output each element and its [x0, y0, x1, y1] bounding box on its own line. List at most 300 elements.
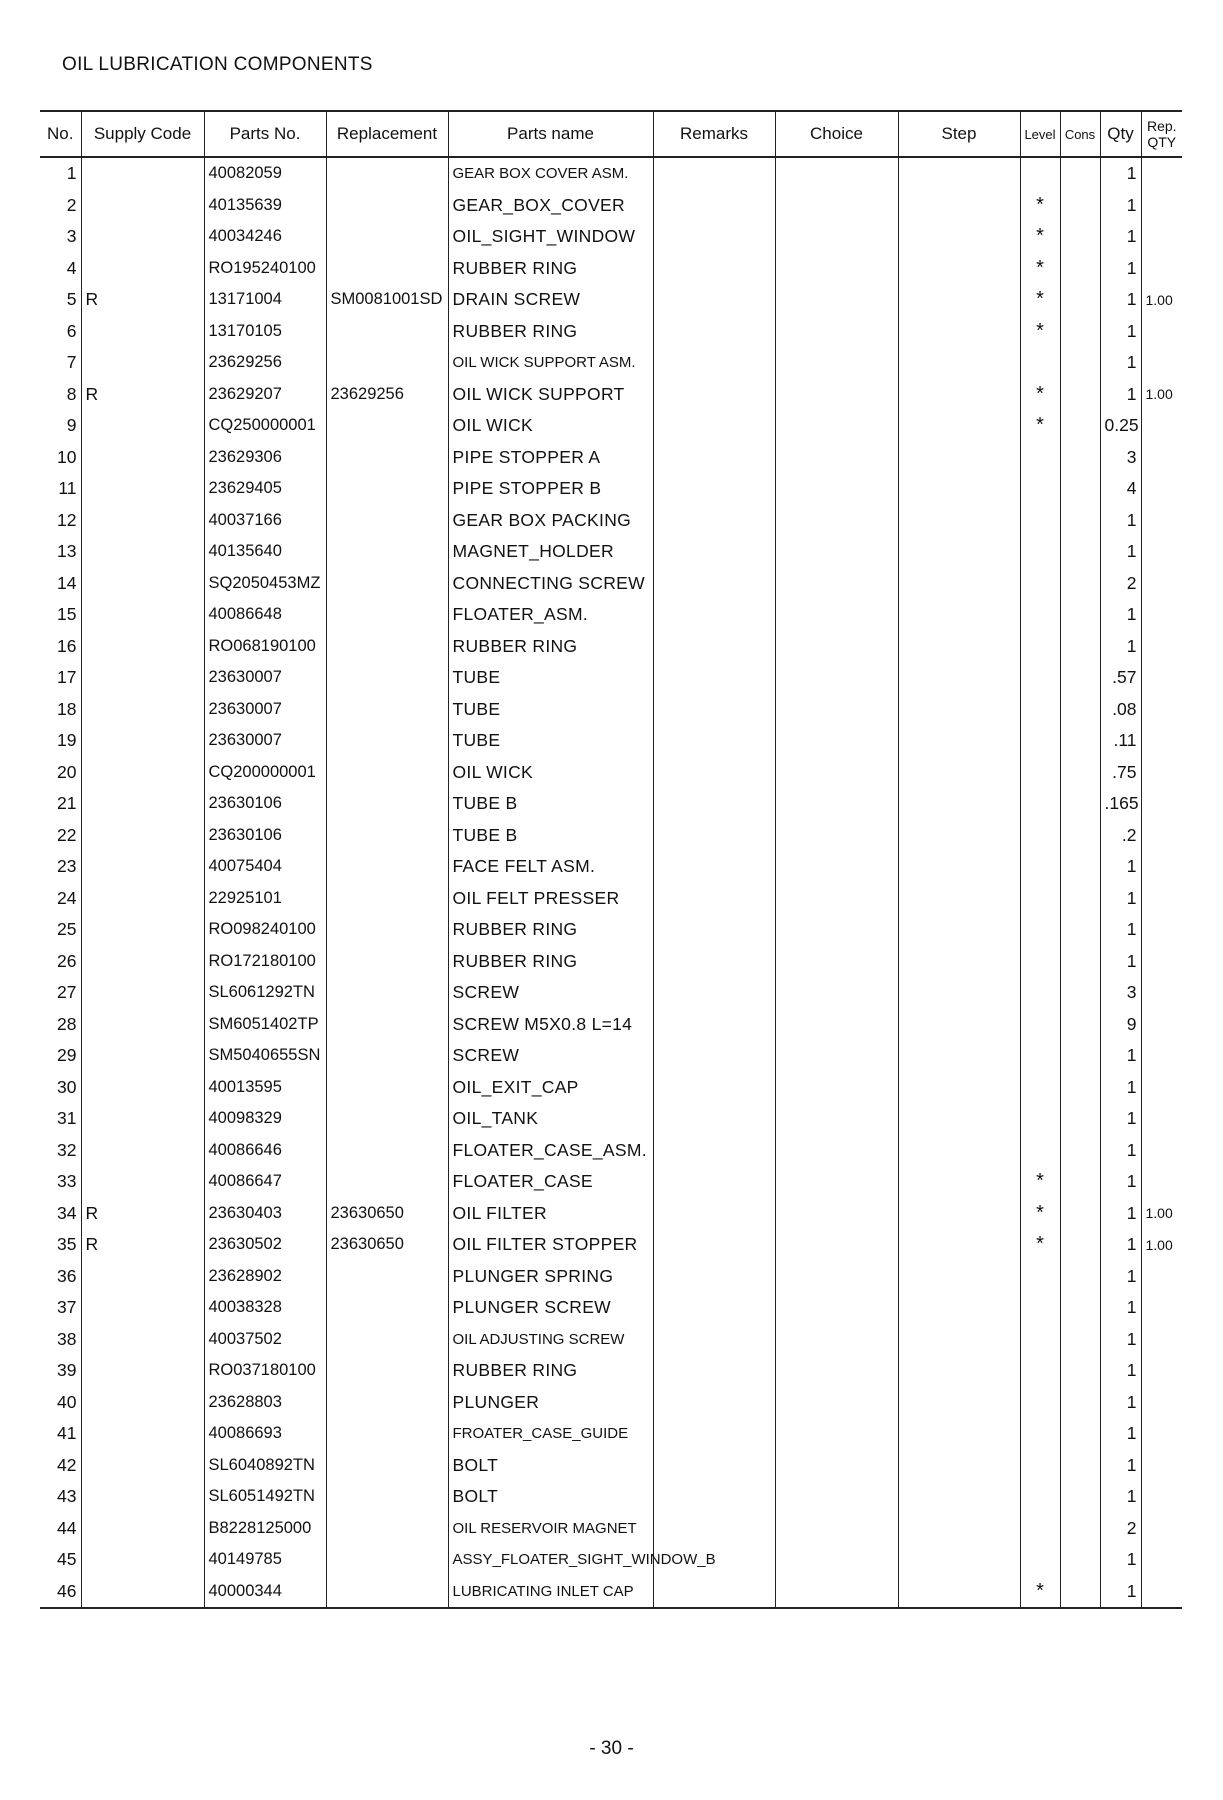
parts-no-cell: 23630106: [204, 820, 326, 852]
col-parts-name: Parts name: [448, 111, 653, 157]
cons-cell: [1060, 347, 1100, 379]
rep-qty-cell: [1141, 883, 1182, 915]
qty-cell: 1: [1100, 1355, 1141, 1387]
parts-name-cell: OIL WICK: [448, 757, 653, 789]
supply-code-cell: [81, 1481, 204, 1513]
qty-cell: 1: [1100, 379, 1141, 411]
choice-cell: [775, 1198, 898, 1230]
choice-cell: [775, 662, 898, 694]
cons-cell: [1060, 253, 1100, 285]
row-number: 41: [57, 1423, 77, 1444]
step-cell: [898, 284, 1020, 316]
row-number: 2: [66, 194, 77, 215]
remarks-cell: [653, 1576, 775, 1609]
parts-name-cell: OIL WICK: [448, 410, 653, 442]
qty-cell: 1: [1100, 1198, 1141, 1230]
parts-name-cell: FLOATER_CASE_ASM.: [448, 1135, 653, 1167]
parts-name-cell: TUBE B: [448, 820, 653, 852]
step-cell: [898, 1387, 1020, 1419]
level-cell: [1020, 851, 1060, 883]
qty-cell: 1: [1100, 1040, 1141, 1072]
choice-cell: [775, 946, 898, 978]
parts-no-cell: RO098240100: [204, 914, 326, 946]
rep-qty-cell: [1141, 190, 1182, 222]
rep-qty-cell: [1141, 316, 1182, 348]
level-cell: *: [1020, 379, 1060, 411]
parts-no-cell: 23630007: [204, 725, 326, 757]
parts-name-cell: OIL ADJUSTING SCREW: [448, 1324, 653, 1356]
replacement-cell: [326, 1513, 448, 1545]
row-number: 14: [57, 572, 77, 593]
table-row: [40, 1261, 1182, 1293]
table-row: [40, 1072, 1182, 1104]
parts-name-cell: SCREW: [448, 977, 653, 1009]
cons-cell: [1060, 757, 1100, 789]
choice-cell: [775, 1135, 898, 1167]
remarks-cell: [653, 1229, 775, 1261]
parts-no-cell: 40086648: [204, 599, 326, 631]
replacement-cell: [326, 1261, 448, 1293]
table-row: [40, 316, 1182, 348]
supply-code-cell: R: [81, 1198, 204, 1230]
cons-cell: [1060, 536, 1100, 568]
supply-code-cell: [81, 851, 204, 883]
parts-name-cell: SCREW: [448, 1040, 653, 1072]
replacement-cell: [326, 1040, 448, 1072]
table-row: [40, 1292, 1182, 1324]
parts-name-cell: OIL_TANK: [448, 1103, 653, 1135]
replacement-cell: [326, 316, 448, 348]
row-number: 19: [57, 730, 77, 751]
remarks-cell: [653, 221, 775, 253]
cons-cell: [1060, 631, 1100, 663]
replacement-cell: [326, 253, 448, 285]
rep-qty-cell: [1141, 694, 1182, 726]
cons-cell: [1060, 1135, 1100, 1167]
choice-cell: [775, 851, 898, 883]
remarks-cell: [653, 1009, 775, 1041]
parts-name-cell: MAGNET_HOLDER: [448, 536, 653, 568]
parts-name-cell: OIL RESERVOIR MAGNET: [448, 1513, 653, 1545]
level-cell: *: [1020, 1576, 1060, 1609]
level-cell: *: [1020, 1198, 1060, 1230]
replacement-cell: [326, 1576, 448, 1609]
supply-code-cell: [81, 1544, 204, 1576]
choice-cell: [775, 410, 898, 442]
remarks-cell: [653, 1450, 775, 1482]
supply-code-cell: [81, 883, 204, 915]
step-cell: [898, 505, 1020, 537]
cons-cell: [1060, 442, 1100, 474]
choice-cell: [775, 694, 898, 726]
rep-qty-cell: [1141, 1576, 1182, 1609]
choice-cell: [775, 1387, 898, 1419]
replacement-cell: [326, 157, 448, 190]
replacement-cell: [326, 442, 448, 474]
level-cell: *: [1020, 221, 1060, 253]
parts-name-cell: GEAR BOX PACKING: [448, 505, 653, 537]
rep-qty-cell: [1141, 820, 1182, 852]
cons-cell: [1060, 1040, 1100, 1072]
table-row: [40, 1387, 1182, 1419]
supply-code-cell: [81, 946, 204, 978]
rep-qty-cell: [1141, 1009, 1182, 1041]
supply-code-cell: [81, 253, 204, 285]
rep-qty-cell: [1141, 1324, 1182, 1356]
replacement-cell: [326, 883, 448, 915]
parts-no-cell: 40013595: [204, 1072, 326, 1104]
qty-cell: 3: [1100, 977, 1141, 1009]
level-cell: [1020, 505, 1060, 537]
step-cell: [898, 599, 1020, 631]
rep-qty-cell: [1141, 442, 1182, 474]
parts-no-cell: 40086646: [204, 1135, 326, 1167]
parts-no-cell: CQ200000001: [204, 757, 326, 789]
qty-cell: 1: [1100, 1324, 1141, 1356]
rep-qty-cell: [1141, 347, 1182, 379]
parts-no-cell: 23630007: [204, 694, 326, 726]
remarks-cell: [653, 473, 775, 505]
row-number: 46: [40, 1576, 81, 1609]
step-cell: [898, 1513, 1020, 1545]
level-cell: [1020, 1135, 1060, 1167]
choice-cell: [775, 1576, 898, 1609]
choice-cell: [775, 316, 898, 348]
remarks-cell: [653, 1072, 775, 1104]
row-number: 35: [57, 1234, 77, 1255]
row-number: 4: [66, 257, 77, 278]
cons-cell: [1060, 1198, 1100, 1230]
rep-qty-cell: [1141, 253, 1182, 285]
remarks-cell: [653, 757, 775, 789]
cons-cell: [1060, 190, 1100, 222]
level-cell: [1020, 1387, 1060, 1419]
choice-cell: [775, 1544, 898, 1576]
rep-qty-cell: [1141, 631, 1182, 663]
row-number: 3: [66, 226, 77, 247]
row-number: 30: [57, 1076, 77, 1097]
parts-no-cell: 23628803: [204, 1387, 326, 1419]
cons-cell: [1060, 1103, 1100, 1135]
remarks-cell: [653, 379, 775, 411]
step-cell: [898, 316, 1020, 348]
parts-no-cell: 40034246: [204, 221, 326, 253]
table-header-row: [40, 111, 1182, 157]
parts-no-cell: 40038328: [204, 1292, 326, 1324]
parts-no-cell: 23628902: [204, 1261, 326, 1293]
qty-cell: 1: [1100, 883, 1141, 915]
level-cell: [1020, 757, 1060, 789]
cons-cell: [1060, 221, 1100, 253]
step-cell: [898, 1481, 1020, 1513]
level-cell: *: [1020, 316, 1060, 348]
supply-code-cell: [81, 442, 204, 474]
cons-cell: [1060, 284, 1100, 316]
supply-code-cell: R: [81, 1229, 204, 1261]
row-number: 13: [57, 541, 77, 562]
cons-cell: [1060, 788, 1100, 820]
qty-cell: 1: [1100, 914, 1141, 946]
choice-cell: [775, 379, 898, 411]
parts-no-cell: 40086693: [204, 1418, 326, 1450]
replacement-cell: [326, 977, 448, 1009]
choice-cell: [775, 1261, 898, 1293]
parts-name-cell: RUBBER RING: [448, 914, 653, 946]
parts-table-body: [40, 157, 1182, 1608]
parts-no-cell: SQ2050453MZ: [204, 568, 326, 600]
rep-qty-cell: [1141, 788, 1182, 820]
replacement-cell: [326, 1450, 448, 1482]
qty-cell: 1: [1100, 631, 1141, 663]
level-cell: *: [1020, 410, 1060, 442]
step-cell: [898, 662, 1020, 694]
qty-cell: 2: [1100, 568, 1141, 600]
table-row: [40, 851, 1182, 883]
step-cell: [898, 190, 1020, 222]
parts-no-cell: RO037180100: [204, 1355, 326, 1387]
step-cell: [898, 1450, 1020, 1482]
level-cell: *: [1020, 253, 1060, 285]
table-row: [40, 410, 1182, 442]
table-row: [40, 914, 1182, 946]
parts-name-cell: OIL WICK SUPPORT: [448, 379, 653, 411]
table-row: [40, 1166, 1182, 1198]
col-choice: Choice: [775, 111, 898, 157]
parts-name-cell: LUBRICATING INLET CAP: [448, 1576, 653, 1609]
step-cell: [898, 1103, 1020, 1135]
qty-cell: .11: [1100, 725, 1141, 757]
choice-cell: [775, 820, 898, 852]
remarks-cell: [653, 505, 775, 537]
cons-cell: [1060, 820, 1100, 852]
choice-cell: [775, 568, 898, 600]
row-number: 29: [57, 1045, 77, 1066]
choice-cell: [775, 536, 898, 568]
rep-qty-cell: [1141, 1292, 1182, 1324]
replacement-cell: [326, 473, 448, 505]
cons-cell: [1060, 1481, 1100, 1513]
rep-qty-cell: [1141, 568, 1182, 600]
table-row: [40, 253, 1182, 285]
rep-qty-cell: [1141, 221, 1182, 253]
replacement-cell: [326, 1072, 448, 1104]
col-supply-code: Supply Code: [81, 111, 204, 157]
step-cell: [898, 1009, 1020, 1041]
parts-name-cell: OIL FELT PRESSER: [448, 883, 653, 915]
step-cell: [898, 347, 1020, 379]
parts-no-cell: 40135639: [204, 190, 326, 222]
step-cell: [898, 757, 1020, 789]
parts-no-cell: SL6051492TN: [204, 1481, 326, 1513]
choice-cell: [775, 977, 898, 1009]
parts-no-cell: 40082059: [204, 157, 326, 190]
qty-cell: 1: [1100, 1229, 1141, 1261]
supply-code-cell: [81, 505, 204, 537]
rep-qty-cell: [1141, 1166, 1182, 1198]
table-row: [40, 190, 1182, 222]
col-replacement: Replacement: [326, 111, 448, 157]
choice-cell: [775, 631, 898, 663]
parts-name-cell: RUBBER RING: [448, 316, 653, 348]
remarks-cell: [653, 410, 775, 442]
remarks-cell: [653, 820, 775, 852]
row-number: 38: [57, 1328, 77, 1349]
row-number: 15: [57, 604, 77, 625]
level-cell: [1020, 1544, 1060, 1576]
remarks-cell: [653, 1513, 775, 1545]
parts-no-cell: 22925101: [204, 883, 326, 915]
level-cell: [1020, 442, 1060, 474]
table-row: [40, 473, 1182, 505]
row-number: 24: [57, 887, 77, 908]
parts-no-cell: 23630007: [204, 662, 326, 694]
qty-cell: 1: [1100, 221, 1141, 253]
qty-cell: .165: [1100, 788, 1141, 820]
replacement-cell: [326, 1166, 448, 1198]
supply-code-cell: [81, 1166, 204, 1198]
col-remarks: Remarks: [653, 111, 775, 157]
qty-cell: 1: [1100, 347, 1141, 379]
parts-name-cell: RUBBER RING: [448, 946, 653, 978]
step-cell: [898, 1040, 1020, 1072]
rep-qty-cell: [1141, 157, 1182, 190]
parts-name-cell: DRAIN SCREW: [448, 284, 653, 316]
level-cell: [1020, 536, 1060, 568]
replacement-cell: [326, 1387, 448, 1419]
rep-qty-cell: [1141, 1040, 1182, 1072]
choice-cell: [775, 1324, 898, 1356]
parts-name-cell: SCREW M5X0.8 L=14: [448, 1009, 653, 1041]
step-cell: [898, 379, 1020, 411]
table-row: [40, 1103, 1182, 1135]
table-row: [40, 1324, 1182, 1356]
cons-cell: [1060, 157, 1100, 190]
qty-cell: 2: [1100, 1513, 1141, 1545]
table-row: [40, 347, 1182, 379]
rep-qty-cell: [1141, 851, 1182, 883]
col-no: No.: [40, 111, 81, 157]
table-row: [40, 442, 1182, 474]
level-cell: [1020, 1513, 1060, 1545]
parts-name-cell: RUBBER RING: [448, 1355, 653, 1387]
parts-name-cell: FACE FELT ASM.: [448, 851, 653, 883]
row-number: 28: [57, 1013, 77, 1034]
remarks-cell: [653, 157, 775, 190]
level-cell: [1020, 914, 1060, 946]
supply-code-cell: [81, 1355, 204, 1387]
table-row: [40, 757, 1182, 789]
parts-name-cell: CONNECTING SCREW: [448, 568, 653, 600]
remarks-cell: [653, 1103, 775, 1135]
level-cell: [1020, 883, 1060, 915]
step-cell: [898, 883, 1020, 915]
rep-qty-cell: 1.00: [1141, 1229, 1182, 1261]
parts-no-cell: RO068190100: [204, 631, 326, 663]
rep-qty-cell: [1141, 1544, 1182, 1576]
replacement-cell: [326, 851, 448, 883]
replacement-cell: [326, 1418, 448, 1450]
level-cell: [1020, 1072, 1060, 1104]
supply-code-cell: [81, 977, 204, 1009]
qty-cell: 0.25: [1100, 410, 1141, 442]
row-number: 40: [57, 1391, 77, 1412]
replacement-cell: [326, 662, 448, 694]
choice-cell: [775, 1166, 898, 1198]
level-cell: [1020, 157, 1060, 190]
qty-cell: 1: [1100, 1418, 1141, 1450]
choice-cell: [775, 1418, 898, 1450]
supply-code-cell: [81, 221, 204, 253]
qty-cell: 1: [1100, 1544, 1141, 1576]
parts-name-cell: PLUNGER: [448, 1387, 653, 1419]
row-number: 33: [57, 1171, 77, 1192]
replacement-cell: [326, 914, 448, 946]
row-number: 31: [57, 1108, 77, 1129]
choice-cell: [775, 505, 898, 537]
step-cell: [898, 442, 1020, 474]
row-number: 18: [57, 698, 77, 719]
col-parts-no: Parts No.: [204, 111, 326, 157]
parts-no-cell: 40037502: [204, 1324, 326, 1356]
level-cell: [1020, 599, 1060, 631]
choice-cell: [775, 725, 898, 757]
parts-name-cell: FLOATER_CASE: [448, 1166, 653, 1198]
row-number: 43: [57, 1486, 77, 1507]
step-cell: [898, 221, 1020, 253]
qty-cell: 1: [1100, 536, 1141, 568]
col-level: Level: [1020, 111, 1060, 157]
qty-cell: 1: [1100, 1072, 1141, 1104]
choice-cell: [775, 599, 898, 631]
table-row: [40, 157, 1182, 190]
table-row: [40, 1418, 1182, 1450]
row-number: 6: [66, 320, 77, 341]
parts-no-cell: 13170105: [204, 316, 326, 348]
supply-code-cell: [81, 788, 204, 820]
remarks-cell: [653, 599, 775, 631]
qty-cell: 1: [1100, 1261, 1141, 1293]
supply-code-cell: [81, 1135, 204, 1167]
replacement-cell: [326, 1103, 448, 1135]
supply-code-cell: [81, 1261, 204, 1293]
parts-name-cell: PLUNGER SPRING: [448, 1261, 653, 1293]
parts-no-cell: 23630106: [204, 788, 326, 820]
step-cell: [898, 946, 1020, 978]
level-cell: [1020, 1418, 1060, 1450]
replacement-cell: [326, 820, 448, 852]
replacement-cell: [326, 190, 448, 222]
qty-cell: 1: [1100, 284, 1141, 316]
qty-cell: 1: [1100, 1576, 1141, 1609]
parts-no-cell: 40075404: [204, 851, 326, 883]
choice-cell: [775, 1040, 898, 1072]
supply-code-cell: [81, 1072, 204, 1104]
remarks-cell: [653, 1198, 775, 1230]
cons-cell: [1060, 662, 1100, 694]
remarks-cell: [653, 694, 775, 726]
table-row: [40, 1009, 1182, 1041]
step-cell: [898, 631, 1020, 663]
parts-name-cell: TUBE: [448, 662, 653, 694]
remarks-cell: [653, 1324, 775, 1356]
parts-name-cell: GEAR_BOX_COVER: [448, 190, 653, 222]
qty-cell: .2: [1100, 820, 1141, 852]
qty-cell: 4: [1100, 473, 1141, 505]
cons-cell: [1060, 914, 1100, 946]
supply-code-cell: R: [81, 379, 204, 411]
supply-code-cell: [81, 1292, 204, 1324]
step-cell: [898, 1418, 1020, 1450]
